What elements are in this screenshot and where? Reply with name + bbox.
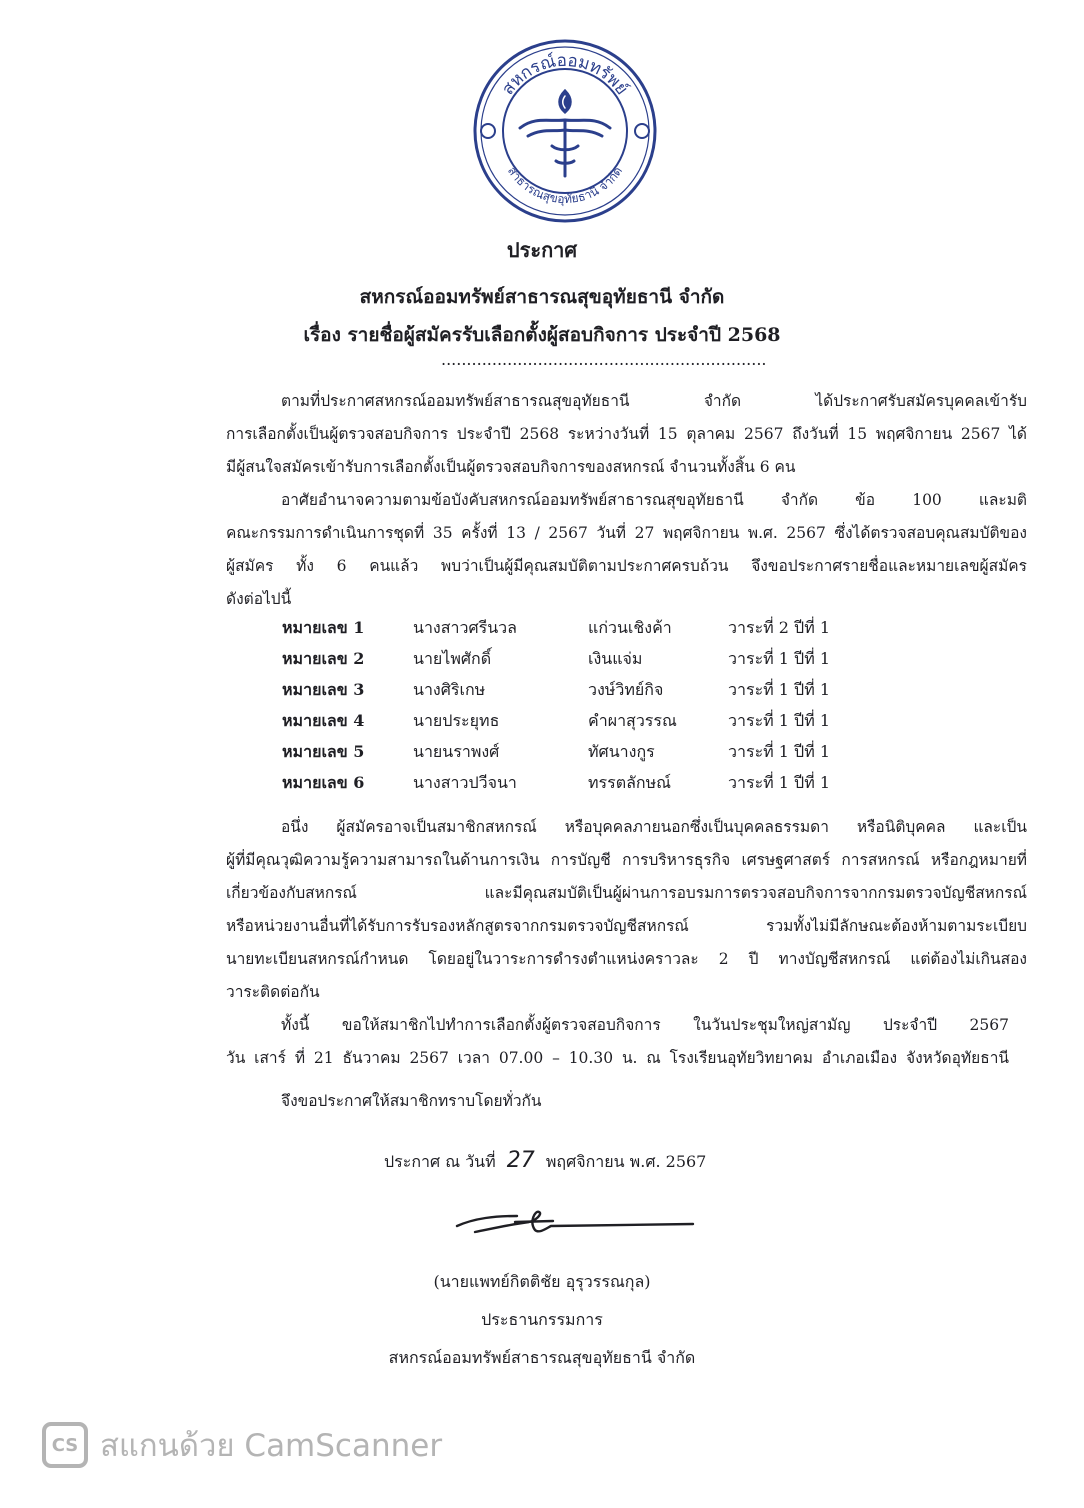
- candidate-number: หมายเลข 6: [282, 773, 365, 792]
- announcement-title: ประกาศ: [506, 238, 578, 262]
- candidate-row: [0, 678, 1084, 702]
- candidate-row: [0, 709, 1084, 733]
- candidate-term: วาระที่ 1 ปีที่ 1: [728, 773, 831, 792]
- dotted-separator: ................................................................: [441, 350, 767, 369]
- candidate-last-name: เงินแจ่ม: [588, 649, 643, 668]
- paragraph-2-line-1: อาศัยอำนาจความตามข้อบังคับสหกรณ์ออมทรัพย์สาธารณสุขอุทัยธานี จำกัด ข้อ 100 และมติ: [281, 491, 1027, 509]
- candidate-term: วาระที่ 2 ปีที่ 1: [728, 618, 831, 637]
- paragraph-1-line-2: การเลือกตั้งเป็นผู้ตรวจสอบกิจการ ประจำปี 2568 ระหว่างวันที่ 15 ตุลาคม 2567 ถึงวันที่ 15 พฤศจิกายน 2567 ได้: [226, 425, 1027, 443]
- announcement-date-prefix: ประกาศ ณ วันที่: [384, 1152, 496, 1171]
- candidate-row: [0, 771, 1084, 795]
- candidate-term: วาระที่ 1 ปีที่ 1: [728, 742, 831, 761]
- organization-name: สหกรณ์ออมทรัพย์สาธารณสุขอุทัยธานี จำกัด: [359, 286, 725, 308]
- paragraph-3-line-4: หรือหน่วยงานอื่นที่ได้รับการรับรองหลักสูตรจากกรมตรวจบัญชีสหกรณ์ รวมทั้งไม่มีลักษณะต้องห้ามตามระเบียบ: [226, 917, 1027, 935]
- svg-text:สหกรณ์ออมทรัพย์: สหกรณ์ออมทรัพย์: [498, 50, 632, 99]
- candidate-first-name: นายไพศักดิ์: [413, 649, 492, 668]
- candidate-first-name: นางสาวปวีจนา: [413, 773, 517, 792]
- camscanner-text: สแกนด้วย CamScanner: [100, 1428, 443, 1464]
- paragraph-1-line-1: ตามที่ประกาศสหกรณ์ออมทรัพย์สาธารณสุขอุทัยธานี จำกัด ได้ประกาศรับสมัครบุคคลเข้ารับ: [281, 392, 1027, 410]
- svg-text:สาธารณสุขอุทัยธานี จำกัด: สาธารณสุขอุทัยธานี จำกัด: [504, 164, 626, 207]
- candidate-first-name: นายประยุทธ: [413, 711, 500, 730]
- camscanner-logo-icon: CS: [42, 1422, 88, 1468]
- handwritten-signature: [455, 1204, 695, 1244]
- candidate-last-name: แก่วนเชิงค้า: [588, 618, 672, 637]
- cooperative-seal: [470, 36, 660, 226]
- paragraph-4-line-1: ทั้งนี้ ขอให้สมาชิกไปทำการเลือกตั้งผู้ตรวจสอบกิจการ ในวันประชุมใหญ่สามัญ ประจำปี 2567: [281, 1016, 1009, 1034]
- candidate-term: วาระที่ 1 ปีที่ 1: [728, 680, 831, 699]
- announcement-day-handwritten: 27: [506, 1148, 535, 1173]
- paragraph-3-line-2: ผู้ที่มีคุณวุฒิความรู้ความสามารถในด้านการเงิน การบัญชี การบริหารธุรกิจ เศรษฐศาสตร์ การสหกรณ์ หรือกฎหมายที่: [226, 851, 1027, 869]
- paragraph-2-line-2: คณะกรรมการดำเนินการชุดที่ 35 ครั้งที่ 13 / 2567 วันที่ 27 พฤศจิกายน พ.ศ. 2567 ซึ่งได้ตรวจสอบคุณสมบัติของ: [226, 524, 1027, 542]
- camscanner-watermark: [42, 1423, 442, 1467]
- closing-sentence: จึงขอประกาศให้สมาชิกทราบโดยทั่วกัน: [281, 1092, 542, 1110]
- candidate-last-name: ทรรตลักษณ์: [588, 773, 672, 792]
- signer-name: (นายแพทย์กิตติชัย อุรุวรรณกุล): [433, 1272, 651, 1291]
- announcement-date-suffix: พฤศจิกายน พ.ศ. 2567: [545, 1152, 707, 1171]
- paragraph-2-line-4: ดังต่อไปนี้: [226, 590, 292, 608]
- candidate-number: หมายเลข 5: [282, 742, 365, 761]
- paragraph-4-line-2: วัน เสาร์ ที่ 21 ธันวาคม 2567 เวลา 07.00 – 10.30 น. ณ โรงเรียนอุทัยวิทยาคม อำเภอเมือง จังหวัดอุทัยธานี: [226, 1049, 1009, 1067]
- candidate-first-name: นายนราพงศ์: [413, 742, 500, 761]
- candidate-term: วาระที่ 1 ปีที่ 1: [728, 649, 831, 668]
- paragraph-3-line-6: วาระติดต่อกัน: [226, 983, 320, 1001]
- candidate-number: หมายเลข 3: [282, 680, 365, 699]
- candidate-first-name: นางสาวศรีนวล: [413, 618, 517, 637]
- paragraph-3-line-3: เกี่ยวข้องกับสหกรณ์ และมีคุณสมบัติเป็นผู้ผ่านการอบรมการตรวจสอบกิจการจากกรมตรวจบัญชีสหกรณ์: [226, 884, 1027, 902]
- candidate-last-name: ทัศนางกูร: [588, 742, 655, 761]
- signer-organization: สหกรณ์ออมทรัพย์สาธารณสุขอุทัยธานี จำกัด: [388, 1348, 696, 1367]
- candidate-row: [0, 740, 1084, 764]
- candidate-last-name: คำผาสุวรรณ: [588, 711, 677, 730]
- candidate-last-name: วงษ์วิทย์กิจ: [588, 680, 664, 699]
- paragraph-3-line-1: อนึ่ง ผู้สมัครอาจเป็นสมาชิกสหกรณ์ หรือบุคคลภายนอกซึ่งเป็นบุคคลธรรมดา หรือนิติบุคคล และเป็น: [281, 818, 1027, 836]
- candidate-first-name: นางศิริเกษ: [413, 680, 486, 699]
- paragraph-3-line-5: นายทะเบียนสหกรณ์กำหนด โดยอยู่ในวาระการดำรงตำแหน่งคราวละ 2 ปี ทางบัญชีสหกรณ์ แต่ต้องไม่เกินสอง: [226, 950, 1027, 968]
- announcement-subject: เรื่อง รายชื่อผู้สมัครรับเลือกตั้งผู้สอบกิจการ ประจำปี 2568: [303, 324, 781, 346]
- announcement-date: [384, 1150, 706, 1173]
- candidate-number: หมายเลข 1: [282, 618, 365, 637]
- candidate-number: หมายเลข 4: [282, 711, 365, 730]
- candidate-row: [0, 647, 1084, 671]
- candidate-number: หมายเลข 2: [282, 649, 365, 668]
- candidate-term: วาระที่ 1 ปีที่ 1: [728, 711, 831, 730]
- paragraph-2-line-3: ผู้สมัคร ทั้ง 6 คนแล้ว พบว่าเป็นผู้มีคุณสมบัติตามประกาศครบถ้วน จึงขอประกาศรายชื่อและหมายเลขผู้สมัคร: [226, 557, 1027, 575]
- signer-position: ประธานกรรมการ: [481, 1310, 603, 1329]
- candidate-row: [0, 616, 1084, 640]
- paragraph-1-line-3: มีผู้สนใจสมัครเข้ารับการเลือกตั้งเป็นผู้ตรวจสอบกิจการของสหกรณ์ จำนวนทั้งสิ้น 6 คน: [226, 458, 796, 476]
